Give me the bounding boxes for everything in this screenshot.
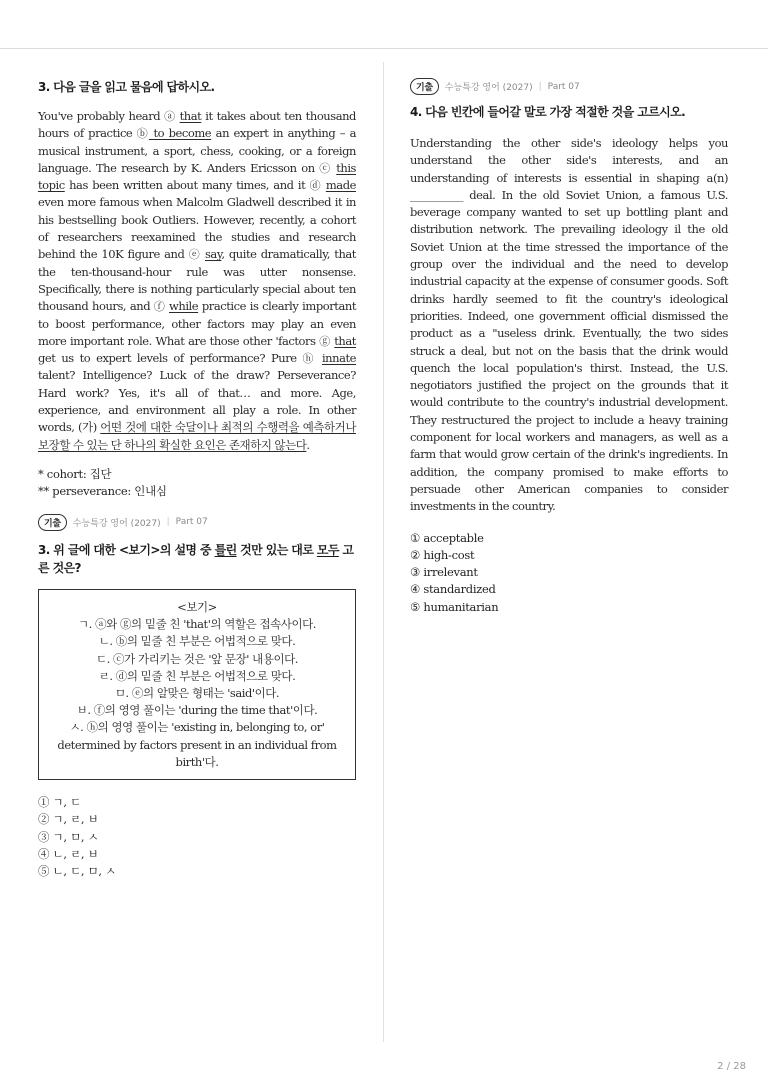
underline-d: made [325,178,356,193]
source-name: 수능특강 영어 (2027) [72,518,161,529]
right-column [410,78,728,616]
marker-b: ⓑ [136,127,149,141]
underline-g: that [334,333,356,348]
marker-f: ⓕ [153,300,166,314]
passage-left: You've probably heard ⓐ that it takes about ten thousand hours of practice ⓑ to become an expert in anything – a musical instrument, a sport, chess, cooking, or a foreign language. The research by K. Anders Ericsson on ⓒ this topic has been written about many times, and it ⓓ made even more famous when Malcolm Gladwell described it in his bestselling book Outliers. However, recently, a cohort of researchers reexamined the studies and research behind the 10K figure and ⓔ say, quite dramatically, that the ten-thousand-hour rule was utter nonsense. Specifically, there is nothing particularly special about ten thousand hours, and ⓕ while practice is clearly important to boost performance, other factors may play an even more important role. What are those other 'factors ⓖ that get us to expert levels of performance? Pure ⓗ innate talent? Intelligence? Luck of the draw? Perseverance? Hard work? Yes, it's all of that… and more. Age, experience, and environment all play a role. In other words, (가) 어떤 것에 대한 숙달이나 최적의 수행력을 예측하거나 보장할 수 있는 단 하나의 확실한 요인은 존재하지 않는다. [38,109,357,452]
bogi-item-4: ㄹ. ⓓ의 밑줄 친 부분은 어법적으로 맞다. [98,668,296,683]
underline-h: innate [321,351,357,366]
choice-5[interactable]: ⑤ ㄴ, ㄷ, ㅁ, ㅅ [38,864,116,879]
separator: | [166,517,170,528]
choice-1[interactable]: ① acceptable [410,530,484,545]
bogi-item-2: ㄴ. ⓑ의 밑줄 친 부분은 어법적으로 맞다. [98,634,296,649]
choice-1[interactable]: ① ㄱ, ㄷ [38,794,81,809]
source-part: Part 07 [175,517,208,528]
past-exam-badge: 기출 [38,514,67,531]
bogi-item-7: ㅅ. ⓗ의 영영 풀이는 'existing in, belonging to, or' determined by factors present in an individual from birth'다. [57,720,337,769]
underline-e: say [204,247,222,262]
choice-5[interactable]: ⑤ humanitarian [410,599,499,614]
underline-b: to become [148,126,212,141]
underline-c: this topic [38,160,356,193]
question-3-title: 3. 다음 글을 읽고 물음에 답하시오. [38,80,215,94]
source-line-left [38,514,356,531]
sub-question-title: 3. 위 글에 대한 <보기>의 설명 중 틀린 것만 있는 대로 모두 고른 것은? [38,542,354,575]
choice-4[interactable]: ④ standardized [410,582,496,597]
question-4-title: 4. 다음 빈칸에 들어갈 말로 가장 적절한 것을 고르시오. [410,105,686,119]
marker-h: ⓗ [302,352,317,366]
bogi-item-1: ㄱ. ⓐ와 ⓖ의 밑줄 친 'that'의 역할은 접속사이다. [78,617,316,632]
choice-2[interactable]: ② high-cost [410,547,475,562]
choice-2[interactable]: ② ㄱ, ㄹ, ㅂ [38,812,99,827]
underline-a: that [179,109,202,123]
marker-d: ⓓ [309,179,322,193]
marker-c: ⓒ [319,161,332,175]
choice-4[interactable]: ④ ㄴ, ㄹ, ㅂ [38,846,99,861]
choices-right [410,530,728,616]
column-divider [383,62,384,1042]
bogi-title: <보기> [177,599,217,614]
bogi-item-6: ㅂ. ⓕ의 영영 풀이는 'during the time that'이다. [76,703,318,718]
footnote-perseverance: ** perseverance: 인내심 [38,483,167,498]
source-line-right [410,78,728,95]
source-name: 수능특강 영어 (2027) [444,83,533,93]
marker-a: ⓐ [164,110,176,123]
choice-3[interactable]: ③ irrelevant [410,565,478,580]
page-number: 2 / 28 [717,1061,746,1072]
bogi-item-5: ㅁ. ⓔ의 알맞은 형태는 'said'이다. [114,685,280,700]
bogi-item-3: ㄷ. ⓒ가 가리키는 것은 '앞 문장' 내용이다. [95,651,298,666]
bogi-box [38,589,356,780]
passage-right: Understanding the other side's ideology helps you understand the other side's interests, and an understanding of interests is essential in shaping a(n) __________ deal. In the old Soviet Union, a famous U.S. beverage company wanted to set up bottling plant and distribution network. The prevailing ideology il the old Soviet Union at the time stressed the importance of the group over the individual and the need to develop industrial capacity at the expense of consumer goods. Soft drinks hardly seemed to fit the country's ideological priorities. Indeed, one government official dismissed the product as a "useless drink. Eventually, the two sides struck a deal, but not on the basis that the drink would quench the local population's thirst. Instead, the U.S. negotiators justified the project on the grounds that it would contribute to the country's industrial development. They restructured the project to include a heavy training component for local workers and managers, as well as a farm that would grow certain of the drink's ingredients. In addition, the company promised to make efforts to persuade other American companies to consider investments in the country. [410,136,728,514]
separator: | [538,81,542,92]
underline-f: while [168,299,199,314]
source-part: Part 07 [547,81,580,92]
choice-3[interactable]: ③ ㄱ, ㅁ, ㅅ [38,829,99,844]
past-exam-badge: 기출 [410,78,439,95]
underline-ga: 어떤 것에 대한 숙달이나 최적의 수행력을 예측하거나 보장할 수 있는 단 하나의 확실한 요인은 존재하지 않는다 [38,420,356,452]
marker-e: ⓔ [188,248,201,262]
header-rule [0,48,768,49]
marker-g: ⓖ [319,334,331,348]
left-column [38,78,356,880]
footnote-cohort: * cohort: 집단 [38,466,112,481]
choices-left [38,794,356,880]
